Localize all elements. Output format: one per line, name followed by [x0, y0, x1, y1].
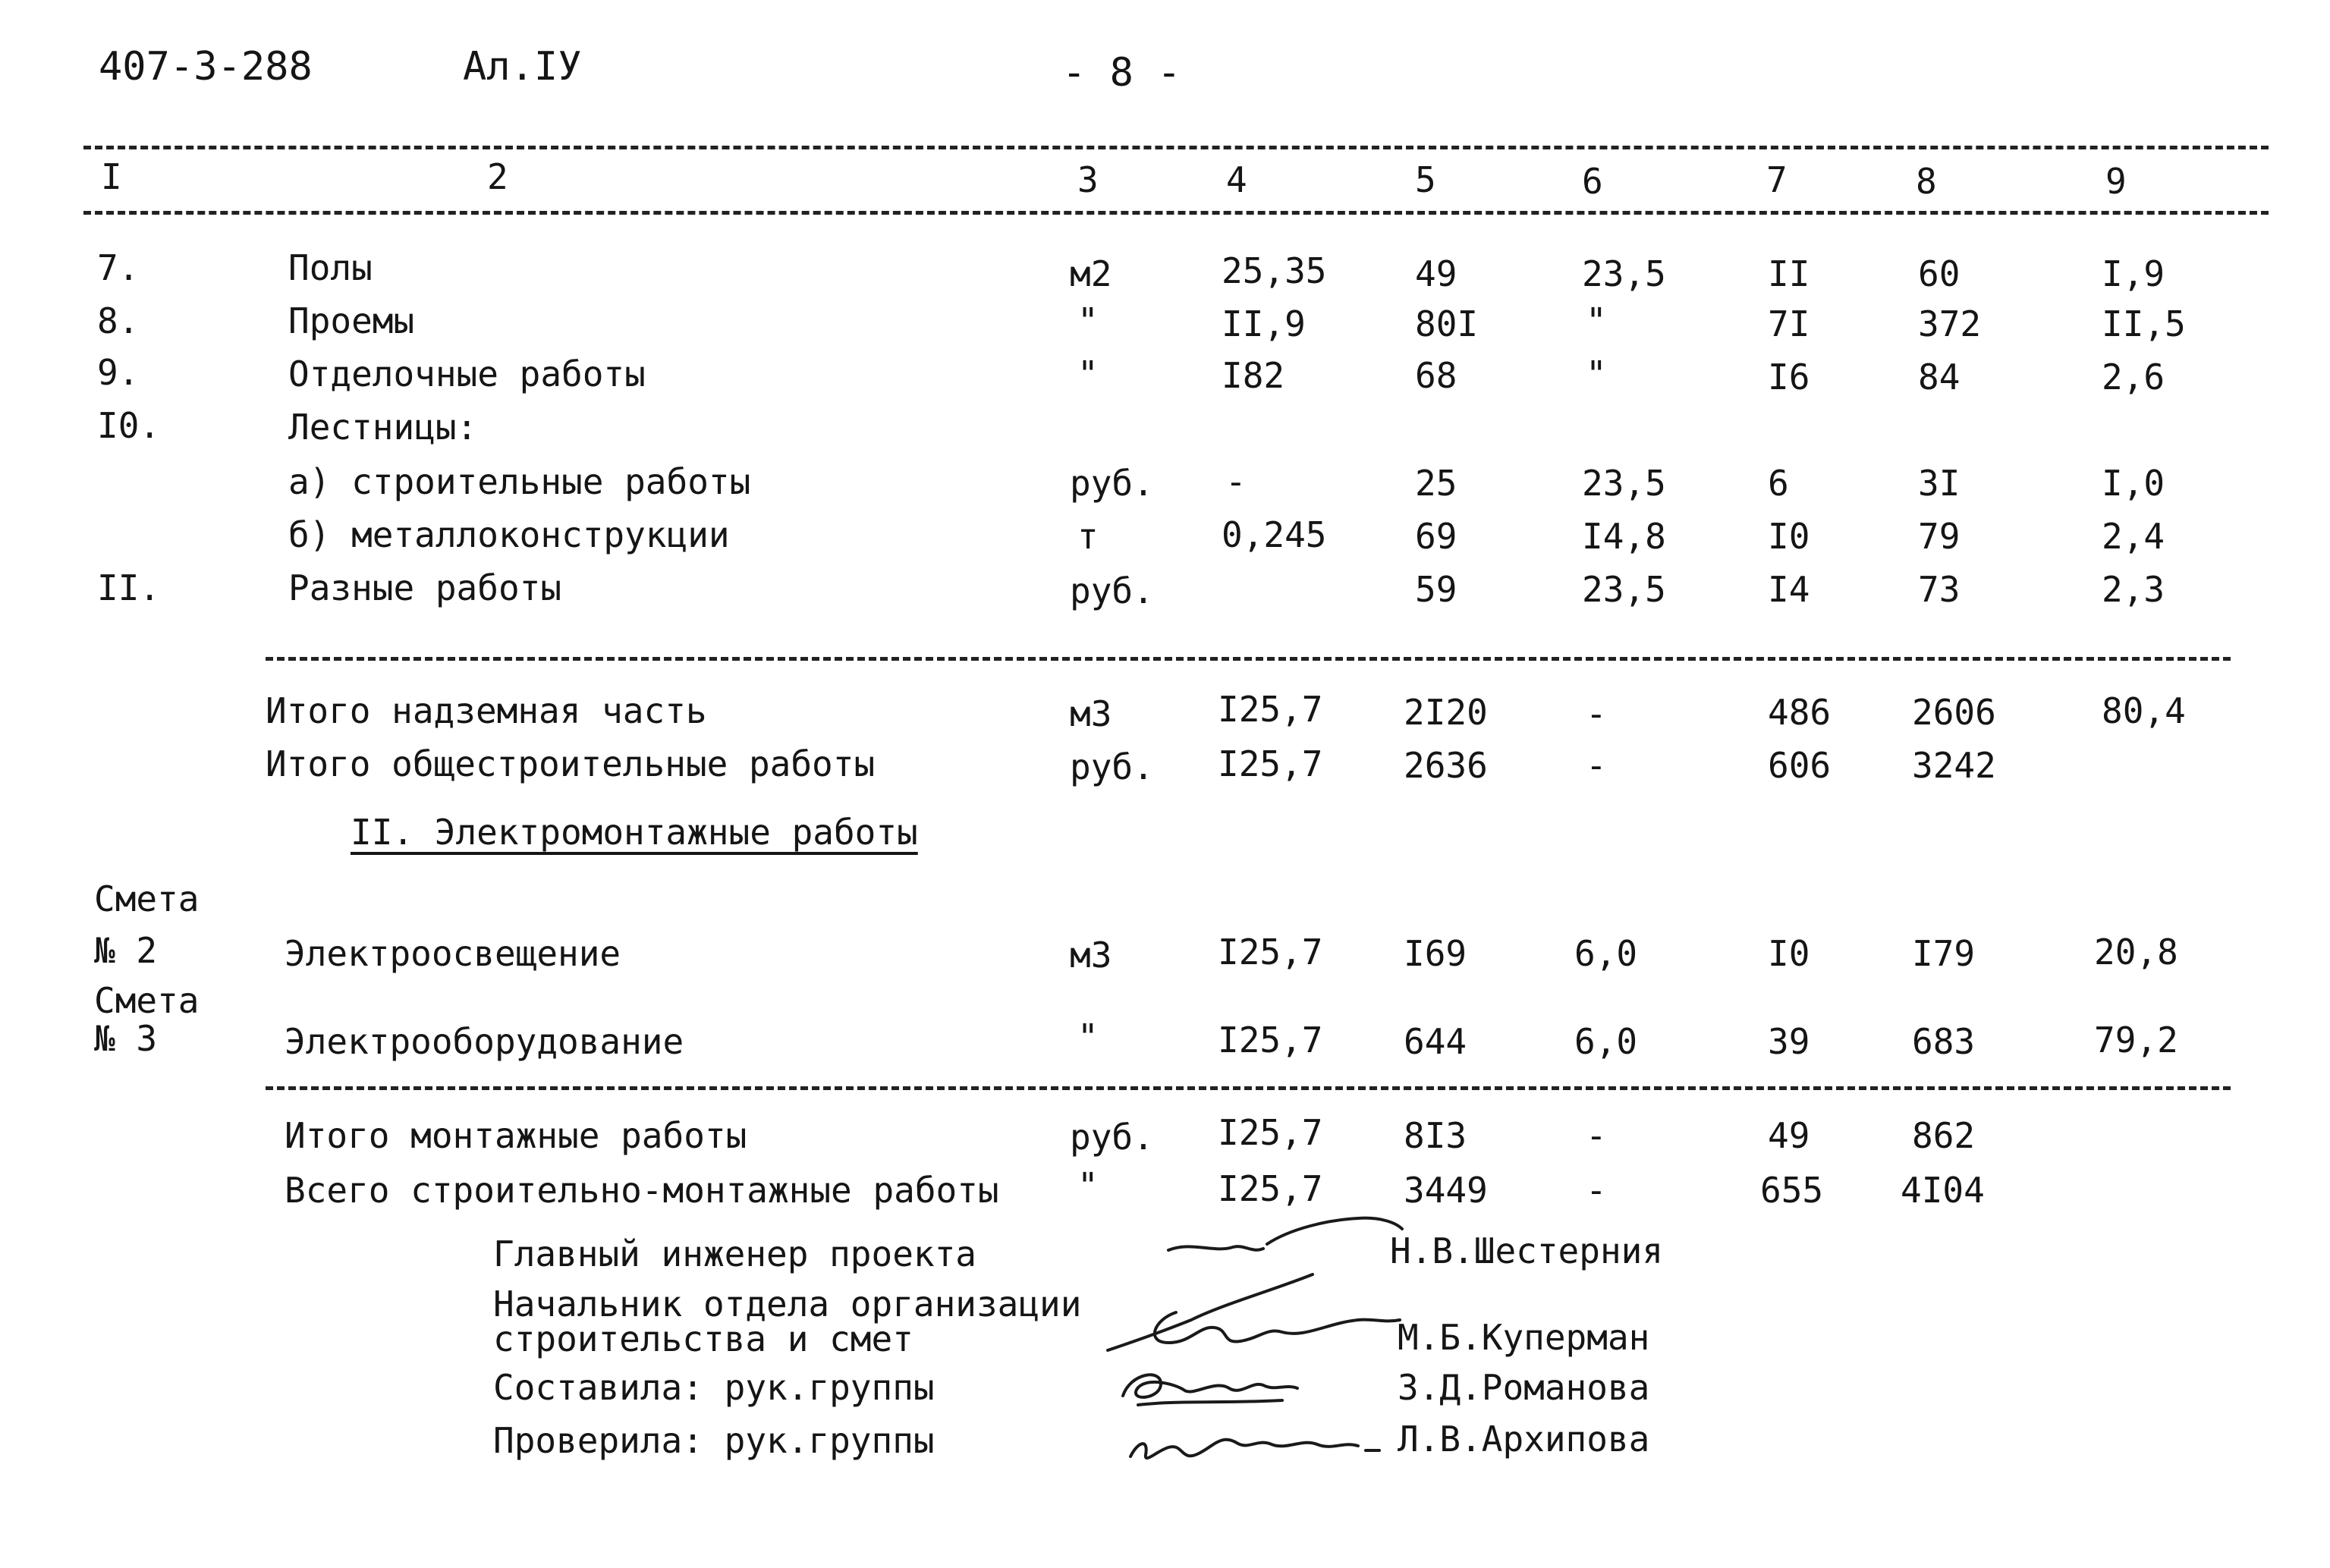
signatory-name: З.Д.Романова: [1398, 1367, 1650, 1408]
row-col4: 0,245: [1222, 514, 1327, 555]
table-top-rule: [83, 146, 2269, 149]
estimate-col8: 683: [1912, 1021, 1976, 1062]
row-name: Полы: [288, 247, 373, 288]
total-name: Всего строительно-монтажные работы: [285, 1170, 999, 1211]
row-col9: 2,3: [2102, 569, 2165, 610]
row-col8: 79: [1918, 516, 1961, 557]
estimate-col9: 79,2: [2094, 1020, 2178, 1061]
row-name: Проемы: [288, 300, 415, 341]
row-col5: 68: [1415, 355, 1457, 396]
row-col6: 23,5: [1582, 463, 1666, 504]
row-unit: м2: [1070, 253, 1112, 294]
total-col8: 862: [1912, 1115, 1976, 1156]
row-col8: 73: [1918, 569, 1961, 610]
row-col6: ": [1586, 300, 1607, 341]
row-number: 9.: [97, 352, 140, 393]
row-col5: 80I: [1415, 303, 1479, 344]
total-col9: 80,4: [2102, 690, 2186, 731]
row-col5: 69: [1415, 516, 1457, 557]
column-header-9: 9: [2105, 161, 2127, 202]
signatory-role: Главный инженер проекта: [493, 1233, 976, 1274]
row-col5: 25: [1415, 463, 1457, 504]
column-header-1: I: [101, 156, 122, 197]
row-col9: I,9: [2102, 253, 2165, 294]
row-number: 7.: [97, 247, 140, 288]
estimate-number: № 2: [94, 930, 158, 971]
estimate-col4: I25,7: [1218, 1020, 1323, 1061]
estimate-name: Электрооборудование: [285, 1021, 684, 1062]
total-col8: 3242: [1912, 745, 1996, 786]
row-col8: 60: [1918, 253, 1961, 294]
total-col7: 486: [1768, 692, 1832, 733]
row-col9: 2,6: [2102, 357, 2165, 397]
signature-compiler: [1108, 1358, 1320, 1415]
album-number: Ал.IУ: [463, 44, 582, 90]
row-name: Разные работы: [288, 567, 562, 608]
estimate-col4: I25,7: [1218, 932, 1323, 973]
total-col4: I25,7: [1218, 1168, 1323, 1209]
row-col7: 7I: [1768, 303, 1810, 344]
total-col5: 2636: [1404, 745, 1488, 786]
row-unit: руб.: [1070, 463, 1154, 504]
total-unit: ": [1077, 1165, 1099, 1206]
column-header-7: 7: [1766, 159, 1788, 200]
row-col8: 372: [1918, 303, 1982, 344]
total-unit: руб.: [1070, 746, 1154, 787]
row-col8: 84: [1918, 357, 1961, 397]
table-header-rule: [83, 211, 2269, 215]
row-col6: 23,5: [1582, 253, 1666, 294]
row-col4: I82: [1222, 355, 1285, 396]
total-col7: 49: [1768, 1115, 1810, 1156]
doc-code: 407-3-288: [99, 44, 313, 90]
signature-checker: [1115, 1411, 1388, 1472]
row-unit: руб.: [1070, 570, 1154, 611]
row-name: б) металлоконструкции: [288, 514, 730, 555]
column-header-6: 6: [1582, 161, 1603, 202]
total-col8: 4I04: [1901, 1170, 1985, 1211]
column-header-5: 5: [1415, 159, 1436, 200]
total-col4: I25,7: [1218, 743, 1323, 784]
row-name: Отделочные работы: [288, 354, 646, 394]
signatory-role: Проверила: рук.группы: [493, 1420, 935, 1461]
row-unit: т: [1077, 516, 1099, 557]
total-col7: 606: [1768, 745, 1832, 786]
row-name: а) строительные работы: [288, 461, 751, 502]
estimate-col5: I69: [1404, 933, 1467, 974]
signature-department-head: [1085, 1259, 1411, 1358]
row-col7: 6: [1768, 463, 1789, 504]
column-header-8: 8: [1916, 161, 1937, 202]
total-col6: -: [1586, 1115, 1607, 1156]
row-col6: 23,5: [1582, 569, 1666, 610]
row-col9: II,5: [2102, 303, 2186, 344]
row-col4: II,9: [1222, 303, 1306, 344]
total-col6: -: [1586, 745, 1607, 786]
estimate-unit: м3: [1070, 935, 1112, 976]
estimate-col9: 20,8: [2094, 932, 2178, 973]
signatory-role: Составила: рук.группы: [493, 1367, 935, 1408]
row-col7: II: [1768, 253, 1810, 294]
row-col9: 2,4: [2102, 516, 2165, 557]
estimate-col8: I79: [1912, 933, 1976, 974]
estimate-label: Смета: [94, 878, 200, 919]
estimate-label: Смета: [94, 980, 200, 1021]
page-number: - 8 -: [1062, 50, 1181, 96]
signatory-role: Начальник отдела организации строительства и смет: [493, 1284, 1082, 1359]
total-col7: 655: [1760, 1170, 1824, 1211]
montage-subtotal-rule: [266, 1086, 2231, 1090]
row-col7: I6: [1768, 357, 1810, 397]
column-header-3: 3: [1077, 159, 1099, 200]
total-unit: руб.: [1070, 1117, 1154, 1158]
estimate-col6: 6,0: [1574, 933, 1638, 974]
total-name: Итого общестроительные работы: [266, 743, 876, 784]
total-unit: м3: [1070, 693, 1112, 734]
total-col5: 2I20: [1404, 692, 1488, 733]
column-header-4: 4: [1226, 159, 1247, 200]
signatory-name: Л.В.Архипова: [1398, 1419, 1650, 1460]
estimate-col5: 644: [1404, 1021, 1467, 1062]
row-col6: ": [1586, 354, 1607, 394]
total-col4: I25,7: [1218, 689, 1323, 730]
row-col4: 25,35: [1222, 250, 1327, 291]
total-col5: 3449: [1404, 1170, 1488, 1211]
total-col8: 2606: [1912, 692, 1996, 733]
row-number: I0.: [97, 405, 161, 446]
total-name: Итого монтажные работы: [285, 1115, 747, 1156]
row-unit: ": [1077, 354, 1099, 394]
row-col7: I4: [1768, 569, 1810, 610]
total-name: Итого надземная часть: [266, 690, 707, 731]
column-header-2: 2: [487, 156, 508, 197]
row-col4: -: [1225, 461, 1247, 502]
estimate-col7: I0: [1768, 933, 1810, 974]
estimate-col7: 39: [1768, 1021, 1810, 1062]
estimate-unit: ": [1077, 1017, 1099, 1057]
subtotal-rule: [266, 657, 2231, 661]
row-unit: ": [1077, 300, 1099, 341]
row-number: II.: [97, 567, 161, 608]
row-col7: I0: [1768, 516, 1810, 557]
estimate-name: Электроосвещение: [285, 933, 621, 974]
total-col6: -: [1586, 1170, 1607, 1211]
row-col5: 49: [1415, 253, 1457, 294]
row-col6: I4,8: [1582, 516, 1666, 557]
total-col4: I25,7: [1218, 1112, 1323, 1153]
row-col9: I,0: [2102, 463, 2165, 504]
total-col6: -: [1586, 693, 1607, 734]
signatory-name: М.Б.Куперман: [1398, 1317, 1650, 1358]
row-name: Лестницы:: [288, 407, 478, 448]
row-col5: 59: [1415, 569, 1457, 610]
row-col8: 3I: [1918, 463, 1961, 504]
estimate-col6: 6,0: [1574, 1021, 1638, 1062]
estimate-number: № 3: [94, 1018, 158, 1059]
signatory-name: Н.В.Шестерния: [1390, 1230, 1664, 1271]
section-title: II. Электромонтажные работы: [351, 812, 918, 853]
row-number: 8.: [97, 300, 140, 341]
total-col5: 8I3: [1404, 1115, 1467, 1156]
